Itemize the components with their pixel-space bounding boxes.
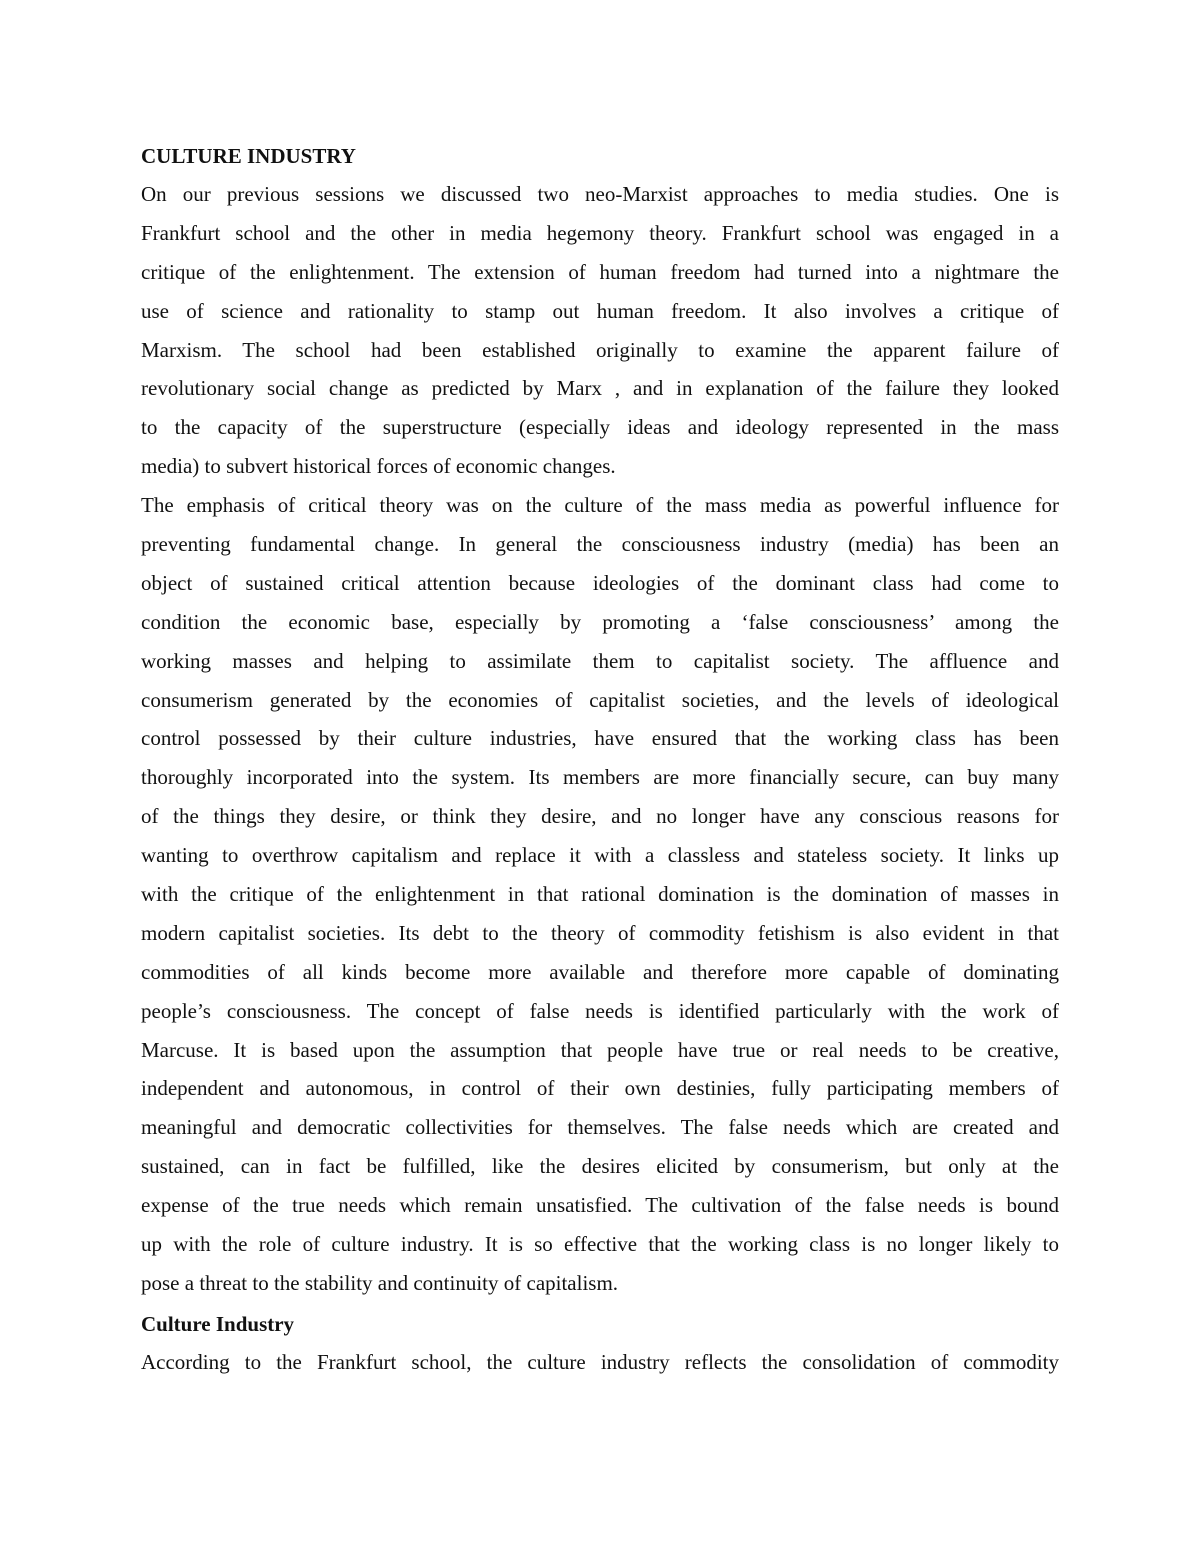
text-line: According to the Frankfurt school, the culture industry reflects the consolidation of commodity <box>141 1349 1059 1374</box>
text-line: expense of the true needs which remain unsatisfied. The cultivation of the false needs is bound <box>141 1193 1059 1218</box>
document-body <box>141 137 1059 1382</box>
text-line: Marxism. The school had been established originally to examine the apparent failure of <box>141 337 1059 362</box>
text-line: independent and autonomous, in control of their own destinies, fully participating members of <box>141 1076 1059 1101</box>
text-line: sustained, can in fact be fulfilled, like the desires elicited by consumerism, but only at the <box>141 1154 1059 1179</box>
text-line: control possessed by their culture industries, have ensured that the working class has been <box>141 726 1059 751</box>
paragraph-critical-theory <box>141 486 1059 1303</box>
text-line: consumerism generated by the economies of capitalist societies, and the levels of ideological <box>141 687 1059 712</box>
text-line: Marcuse. It is based upon the assumption that people have true or real needs to be creative, <box>141 1037 1059 1062</box>
text-line: commodities of all kinds become more available and therefore more capable of dominating <box>141 959 1059 984</box>
paragraph-intro <box>141 175 1059 486</box>
section-heading: Culture Industry <box>141 1311 295 1336</box>
text-line: meaningful and democratic collectivities for themselves. The false needs which are created and <box>141 1115 1059 1140</box>
text-line: up with the role of culture industry. It is so effective that the working class is no longer likely to <box>141 1232 1059 1257</box>
text-line: modern capitalist societies. Its debt to the theory of commodity fetishism is also evident in that <box>141 920 1059 945</box>
text-line: thoroughly incorporated into the system. Its members are more financially secure, can buy many <box>141 765 1059 790</box>
text-line: pose a threat to the stability and continuity of capitalism. <box>141 1270 619 1295</box>
text-line: to the capacity of the superstructure (especially ideas and ideology represented in the mass <box>141 415 1059 440</box>
text-line: critique of the enlightenment. The extension of human freedom had turned into a nightmare the <box>141 259 1059 284</box>
text-line: On our previous sessions we discussed two neo-Marxist approaches to media studies. One is <box>141 182 1059 206</box>
text-line: media) to subvert historical forces of economic changes. <box>141 454 616 479</box>
text-line: The emphasis of critical theory was on the culture of the mass media as powerful influence for <box>141 493 1059 518</box>
text-line: condition the economic base, especially by promoting a ‘false consciousness’ among the <box>141 609 1059 634</box>
text-line: revolutionary social change as predicted by Marx , and in explanation of the failure they looked <box>141 376 1059 401</box>
text-line: Frankfurt school and the other in media hegemony theory. Frankfurt school was engaged in a <box>141 220 1059 245</box>
paragraph-culture-industry <box>141 1343 1059 1382</box>
text-line: wanting to overthrow capitalism and replace it with a classless and stateless society. It links up <box>141 843 1059 868</box>
text-line: with the critique of the enlightenment in that rational domination is the domination of masses in <box>141 882 1059 907</box>
text-line: object of sustained critical attention because ideologies of the dominant class had come to <box>141 570 1059 595</box>
document-title: CULTURE INDUSTRY <box>141 144 356 168</box>
text-line: use of science and rationality to stamp out human freedom. It also involves a critique of <box>141 298 1059 323</box>
text-line: preventing fundamental change. In general the consciousness industry (media) has been an <box>141 532 1059 557</box>
text-line: of the things they desire, or think they desire, and no longer have any conscious reasons for <box>141 804 1059 829</box>
text-line: working masses and helping to assimilate them to capitalist society. The affluence and <box>141 648 1059 673</box>
text-line: people’s consciousness. The concept of false needs is identified particularly with the work of <box>141 998 1059 1023</box>
